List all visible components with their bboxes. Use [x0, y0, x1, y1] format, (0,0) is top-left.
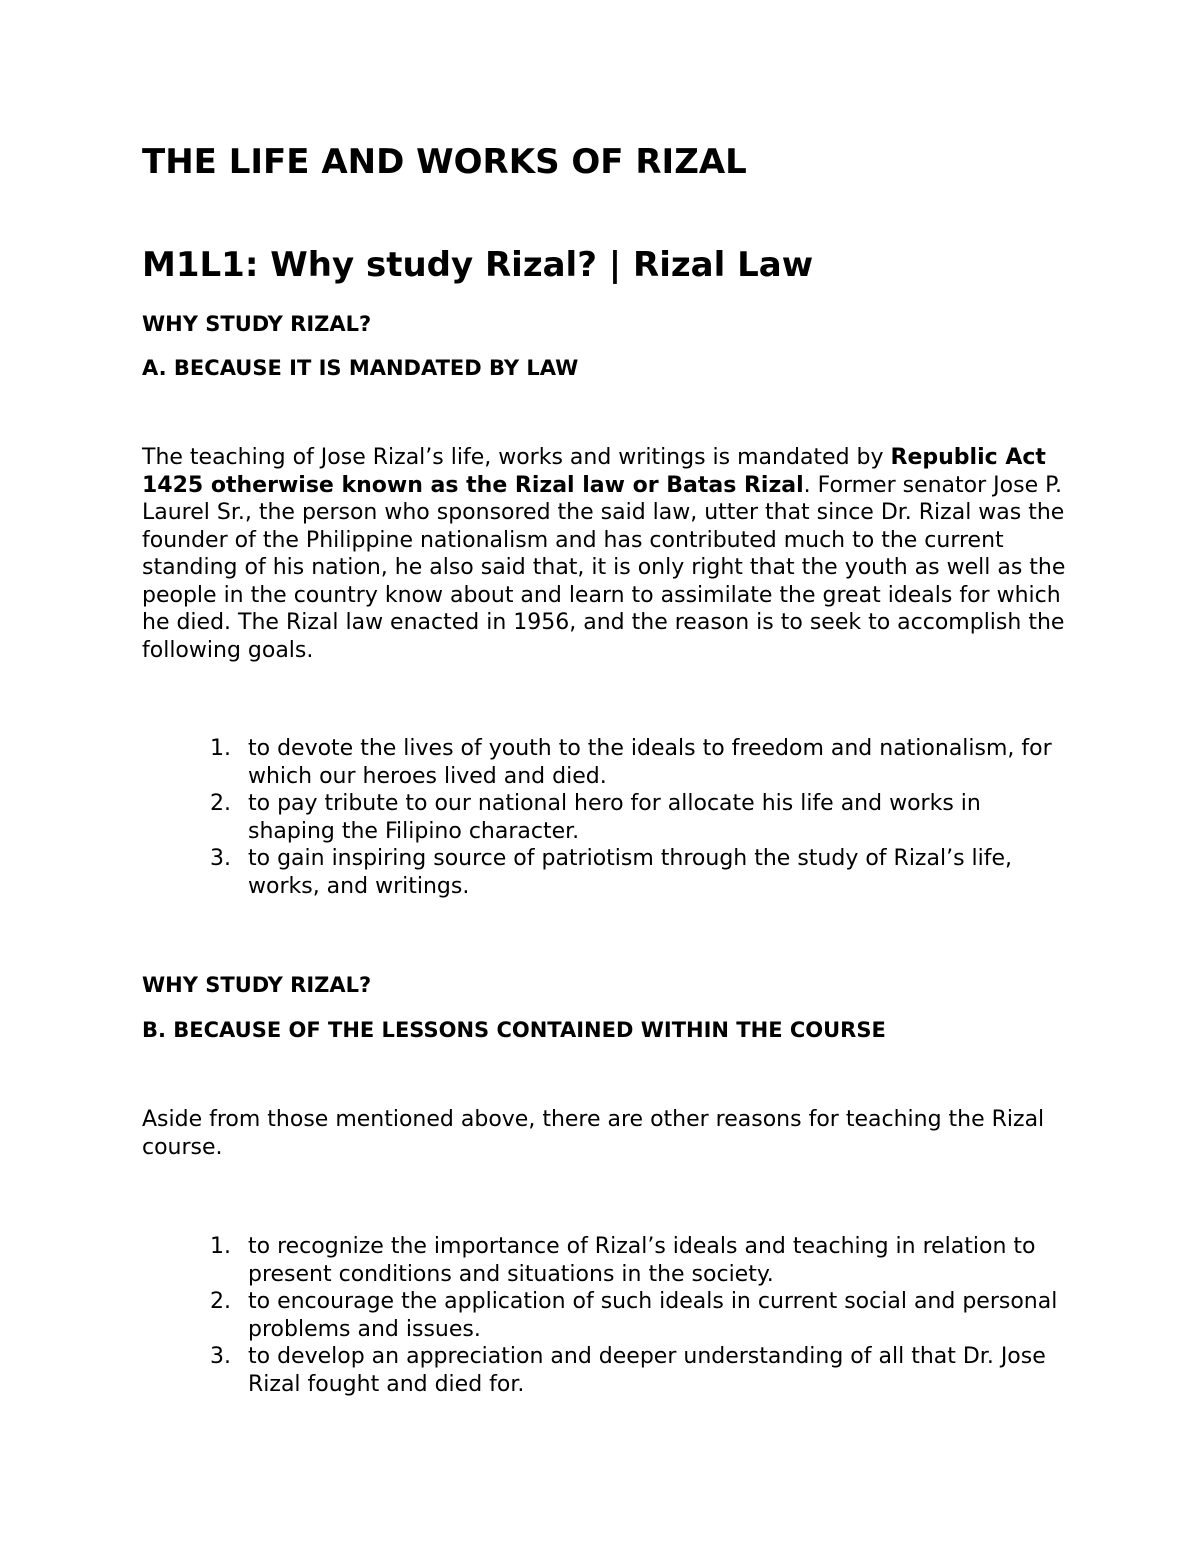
list-item: [210, 1233, 1070, 1288]
section-a-question: WHY STUDY RIZAL?: [142, 312, 372, 336]
section-a-heading: A. BECAUSE IT IS MANDATED BY LAW: [142, 356, 579, 380]
list-number: 2.: [210, 1289, 231, 1314]
list-number: 3.: [210, 846, 231, 871]
list-number: 2.: [210, 791, 231, 816]
section-b-heading: B. BECAUSE OF THE LESSONS CONTAINED WITHIN THE COURSE: [142, 1018, 886, 1042]
list-text: to devote the lives of youth to the ideals to freedom and nationalism, for which our heroes lived and died.: [248, 736, 1052, 789]
list-text: to encourage the application of such ideals in current social and personal problems and issues.: [248, 1289, 1058, 1342]
section-a-goals-list: [210, 735, 1070, 900]
section-b-reasons-list: [210, 1233, 1070, 1398]
list-text: to pay tribute to our national hero for allocate his life and works in shaping the Filipino character.: [248, 791, 981, 844]
list-number: 1.: [210, 736, 231, 761]
list-number: 1.: [210, 1234, 231, 1259]
list-number: 3.: [210, 1344, 231, 1369]
rizal-law-name: Republic Act 1425 otherwise known as the Rizal law or Batas Rizal: [142, 445, 1046, 498]
paragraph-intro: The teaching of Jose Rizal’s life, works and writings is mandated by: [142, 445, 891, 470]
section-a-paragraph: [142, 444, 1072, 664]
list-item: [210, 790, 1070, 845]
lesson-title: M1L1: Why study Rizal? | Rizal Law: [142, 245, 814, 285]
paragraph-rest: . Former senator Jose P. Laurel Sr., the person who sponsored the said law, utter that since Dr. Rizal was the founder of the Philippine nationalism and has contributed much to the current standing of his nation, he also said that, it is only right that the youth as well as the people in the country know about and learn to assimilate the great ideals for which he died. The Rizal law enacted in 1956, and the reason is to seek to accomplish the following goals.: [142, 472, 1066, 663]
list-item: [210, 845, 1070, 900]
document-title: THE LIFE AND WORKS OF RIZAL: [142, 142, 747, 182]
list-text: to gain inspiring source of patriotism through the study of Rizal’s life, works, and writings.: [248, 846, 1013, 899]
list-item: [210, 1343, 1070, 1398]
section-b-paragraph: Aside from those mentioned above, there are other reasons for teaching the Rizal course.: [142, 1107, 1045, 1160]
list-item: [210, 1288, 1070, 1343]
section-b-question: WHY STUDY RIZAL?: [142, 973, 372, 997]
list-text: to recognize the importance of Rizal’s ideals and teaching in relation to present conditions and situations in the society.: [248, 1234, 1036, 1287]
list-item: [210, 735, 1070, 790]
list-text: to develop an appreciation and deeper understanding of all that Dr. Jose Rizal fought and died for.: [248, 1344, 1046, 1397]
